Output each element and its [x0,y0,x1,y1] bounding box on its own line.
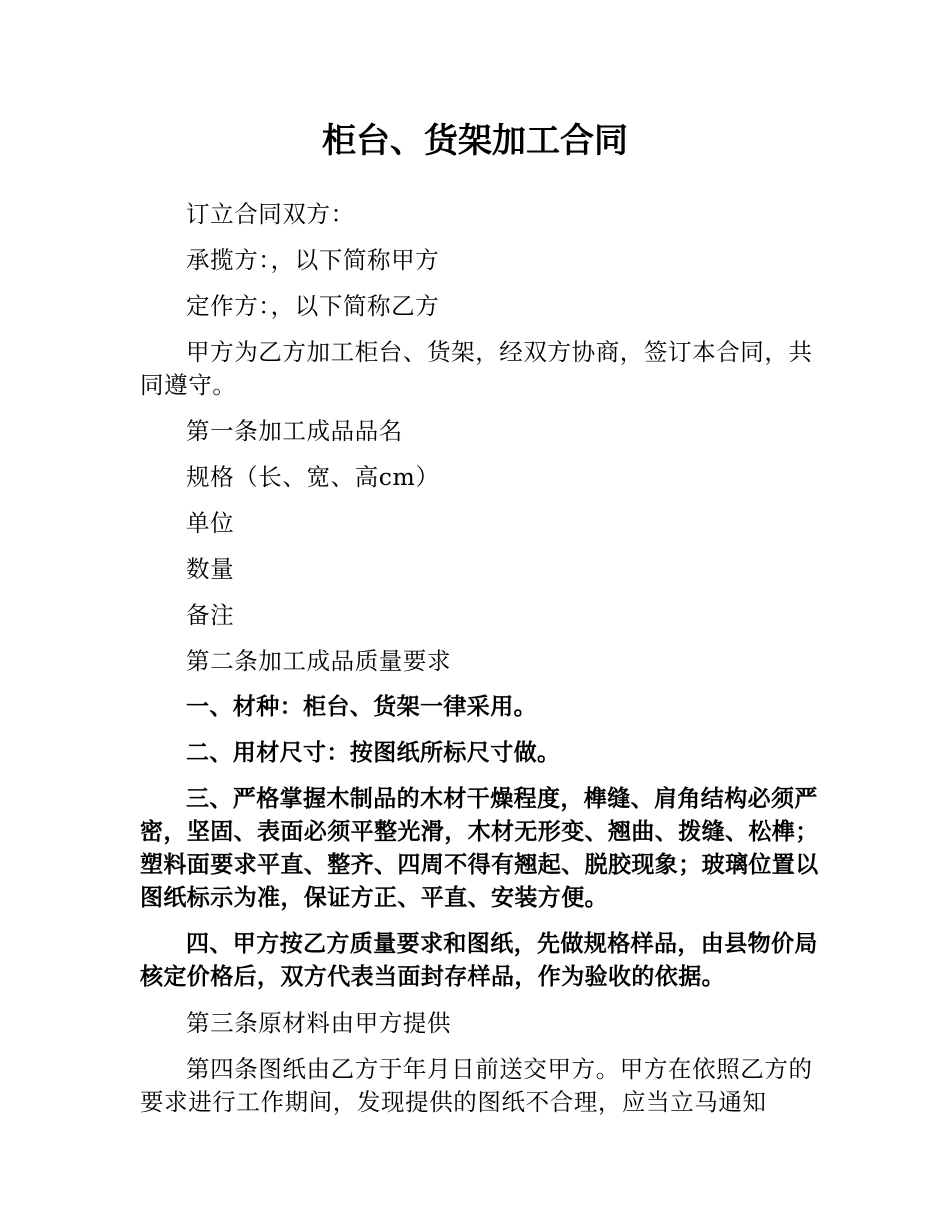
paragraph-article-1: 第一条加工成品品名 [186,417,403,445]
document-body [140,198,820,1132]
paragraph-clause-1: 一、材种：柜台、货架一律采用。 [186,694,537,720]
paragraph-clause-3: 三、严格掌握木制品的木材干燥程度，榫缝、肩角结构必须严密，坚固、表面必须平整光滑，木材无形变、翘曲、拨缝、松榫；塑料面要求平直、整齐、四周不得有翘起、脱胶现象；玻璃位置以图纸标示为准，保证方正、平直、安装方便。 [140,786,819,911]
paragraph-clause-4: 四、甲方按乙方质量要求和图纸，先做规格样品，由县物价局核定价格后，双方代表当面封存样品，作为验收的依据。 [140,931,818,990]
paragraph-preamble: 甲方为乙方加工柜台、货架，经双方协商，签订本合同，共同遵守。 [140,338,813,399]
paragraph-client: 定作方：，以下简称乙方 [186,292,440,320]
paragraph-parties-intro: 订立合同双方： [186,200,355,228]
paragraph-article-2: 第二条加工成品质量要求 [186,647,452,675]
paragraph-quantity: 数量 [186,555,235,583]
paragraph-contractor: 承揽方：，以下简称甲方 [186,246,440,274]
paragraph-spec: 规格（长、宽、高cm） [186,463,440,491]
document-title: 柜台、货架加工合同 [322,121,628,161]
paragraph-remarks: 备注 [186,601,235,629]
paragraph-article-3: 第三条原材料由甲方提供 [186,1009,452,1037]
paragraph-clause-2: 二、用材尺寸：按图纸所标尺寸做。 [186,740,561,766]
paragraph-unit: 单位 [186,509,235,537]
paragraph-article-4: 第四条图纸由乙方于年月日前送交甲方。甲方在依照乙方的要求进行工作期间，发现提供的图纸不合理，应当立马通知 [140,1055,813,1116]
